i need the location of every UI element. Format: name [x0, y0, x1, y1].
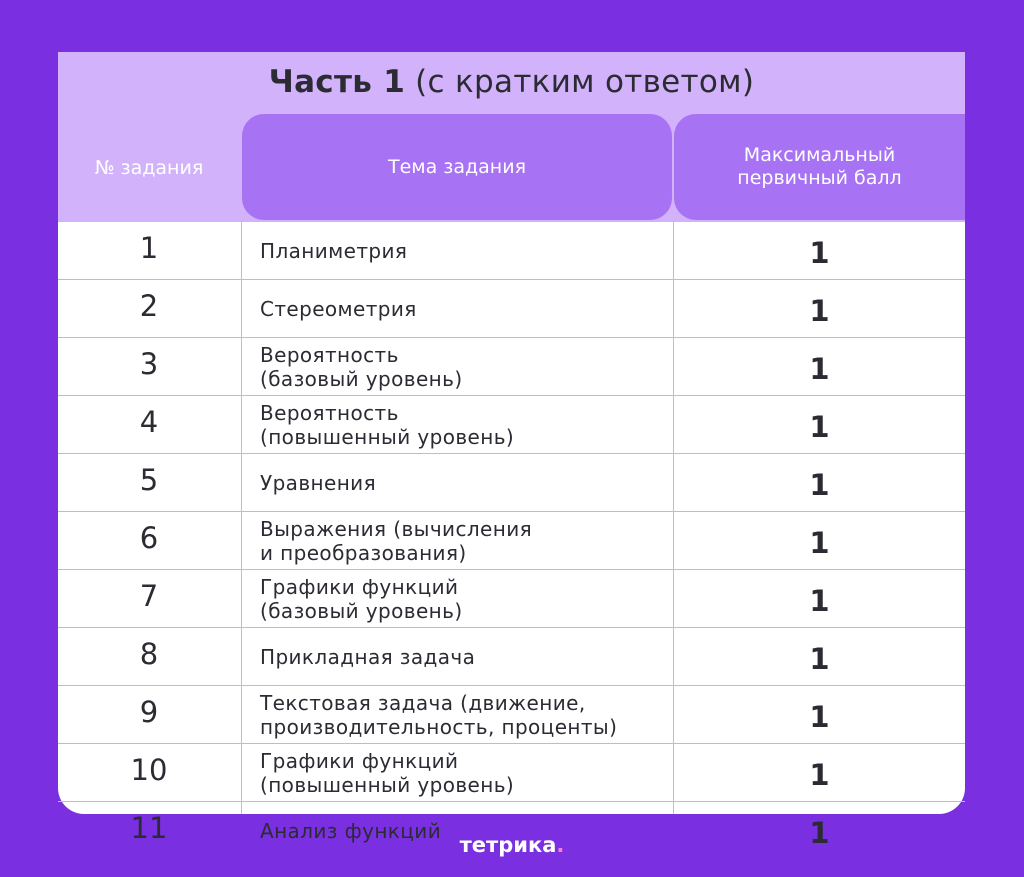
task-number: 3	[139, 346, 159, 381]
table-row	[58, 454, 965, 512]
brand-logo-text: тетрика	[459, 833, 557, 857]
table-title	[58, 52, 965, 112]
task-topic-line1: Прикладная задача	[260, 644, 476, 669]
table-row	[58, 628, 965, 686]
header-task-number-label: № задания	[94, 156, 204, 179]
table-row	[58, 222, 965, 280]
header-task-number	[58, 110, 240, 224]
task-topic-line2: (повышенный уровень)	[260, 424, 515, 449]
task-topic	[242, 686, 672, 743]
task-score: 1	[809, 235, 830, 270]
task-topic-line1: Планиметрия	[260, 238, 408, 263]
table-row	[58, 512, 965, 570]
header-max-score-line1: Максимальный	[743, 144, 896, 166]
task-score: 1	[809, 293, 830, 328]
task-topic-line1: Графики функций	[260, 574, 459, 599]
task-topic-line1: Графики функций	[260, 748, 459, 773]
task-topic	[242, 744, 672, 801]
task-topic	[242, 222, 672, 279]
task-topic-line1: Уравнения	[260, 470, 377, 495]
task-topic	[242, 280, 672, 337]
table-row	[58, 338, 965, 396]
task-score: 1	[809, 351, 830, 386]
task-topic	[242, 454, 672, 511]
task-number: 2	[139, 288, 159, 323]
column-divider	[673, 222, 674, 814]
task-topic-line2: (повышенный уровень)	[260, 772, 515, 797]
header-max-score-line2: первичный балл	[737, 167, 902, 189]
task-number: 4	[139, 404, 159, 439]
task-topic-line2: производительность, проценты)	[260, 714, 618, 739]
task-number: 9	[139, 694, 159, 729]
task-score: 1	[809, 641, 830, 676]
task-number: 10	[130, 752, 168, 787]
table-row	[58, 686, 965, 744]
task-topic-line1: Текстовая задача (движение,	[260, 690, 586, 715]
task-number: 6	[139, 520, 159, 555]
header-task-topic	[242, 114, 672, 220]
header-max-score	[674, 114, 965, 220]
task-topic	[242, 628, 672, 685]
task-number: 1	[139, 230, 159, 265]
task-score: 1	[809, 467, 830, 502]
task-topic	[242, 570, 672, 627]
task-topic-line1: Вероятность	[260, 342, 399, 367]
task-topic-line1: Вероятность	[260, 400, 399, 425]
table-row	[58, 570, 965, 628]
table-row	[58, 396, 965, 454]
task-topic-line1: Анализ функций	[260, 819, 442, 843]
brand-logo-dot: .	[556, 833, 565, 857]
task-topic-line2: (базовый уровень)	[260, 598, 463, 623]
task-topic	[242, 512, 672, 569]
task-score: 1	[809, 816, 830, 850]
table-row	[58, 280, 965, 338]
task-score: 1	[809, 583, 830, 618]
column-divider	[241, 222, 242, 814]
task-topic	[242, 396, 672, 453]
task-score: 1	[809, 699, 830, 734]
task-number: 8	[139, 636, 159, 671]
task-topic-line2: и преобразования)	[260, 540, 467, 565]
header-task-topic-label: Тема задания	[387, 155, 527, 178]
task-number: 5	[139, 462, 159, 497]
task-score: 1	[809, 409, 830, 444]
title-subtitle: (с кратким ответом)	[415, 64, 755, 100]
task-number: 7	[139, 578, 159, 613]
table-row	[58, 744, 965, 802]
title-part: Часть 1	[268, 64, 406, 100]
task-topic-line2: (базовый уровень)	[260, 366, 463, 391]
table-body	[58, 222, 965, 860]
task-topic-line1: Стереометрия	[260, 296, 417, 321]
task-number: 11	[130, 811, 168, 845]
task-score: 1	[809, 757, 830, 792]
brand-logo	[0, 833, 1024, 857]
task-score: 1	[809, 525, 830, 560]
task-topic-line1: Выражения (вычисления	[260, 516, 533, 541]
task-topic	[242, 338, 672, 395]
